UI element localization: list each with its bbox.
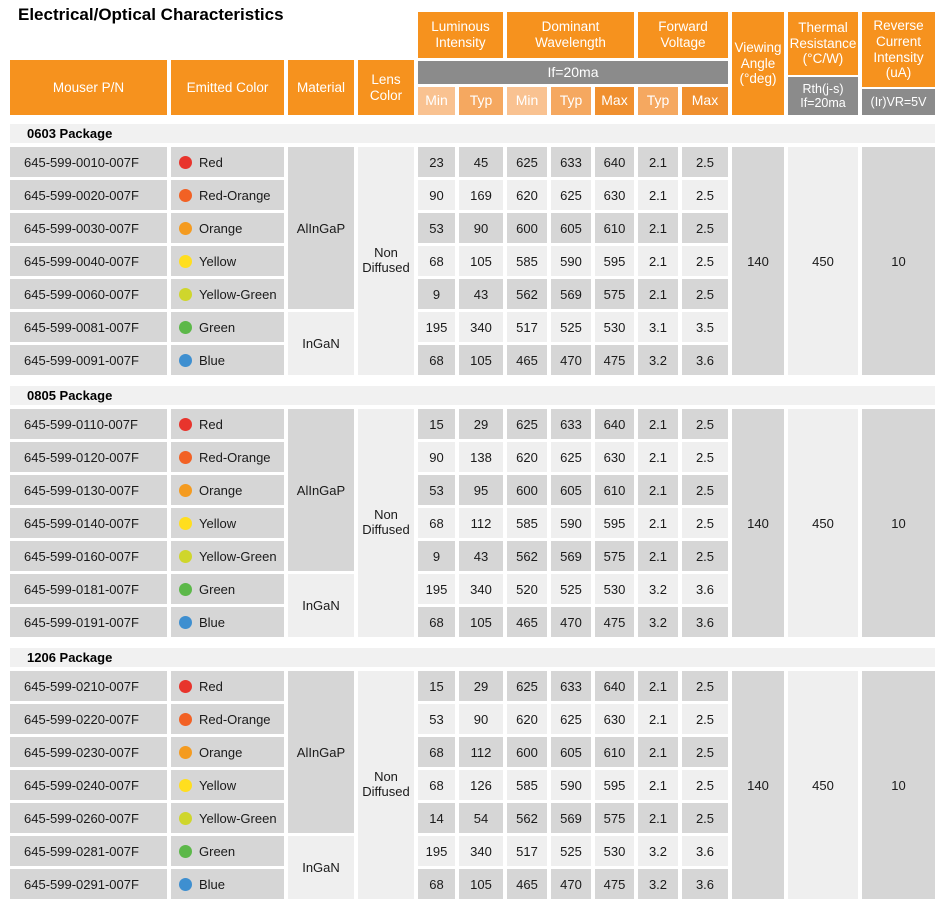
value-cell: 569 xyxy=(551,803,591,833)
value-cell: 2.1 xyxy=(638,279,678,309)
value-cell: 525 xyxy=(551,574,591,604)
value-cell: 605 xyxy=(551,213,591,243)
part-number-cell: 645-599-0010-007F xyxy=(10,147,167,177)
part-number-cell: 645-599-0181-007F xyxy=(10,574,167,604)
color-dot xyxy=(179,812,192,825)
value-cell: 3.2 xyxy=(638,836,678,866)
header-emitted-color: Emitted Color xyxy=(171,60,284,115)
header-reverse-condition: (Ir)VR=5V xyxy=(862,89,935,115)
emitted-color-label: Blue xyxy=(199,876,226,892)
value-cell: 2.5 xyxy=(682,147,728,177)
emitted-color-label: Green xyxy=(199,843,236,859)
color-dot xyxy=(179,713,192,726)
value-cell: 68 xyxy=(418,246,455,276)
table-header xyxy=(0,0,948,118)
value-cell: 90 xyxy=(418,180,455,210)
material-cell: InGaN xyxy=(288,574,354,637)
package-section-header: 1206 Package xyxy=(10,648,935,667)
value-cell: 195 xyxy=(418,836,455,866)
material-cell: InGaN xyxy=(288,312,354,375)
value-cell: 610 xyxy=(595,737,634,767)
emitted-color-cell xyxy=(171,737,284,767)
emitted-color-cell xyxy=(171,180,284,210)
value-cell: 53 xyxy=(418,475,455,505)
value-cell: 3.6 xyxy=(682,607,728,637)
value-cell: 575 xyxy=(595,279,634,309)
value-cell: 590 xyxy=(551,508,591,538)
column-header-min: Min xyxy=(507,87,547,115)
package-grid xyxy=(0,147,948,375)
color-dot xyxy=(179,779,192,792)
part-number-cell: 645-599-0020-007F xyxy=(10,180,167,210)
reverse-current-value: 10 xyxy=(862,147,935,375)
color-dot xyxy=(179,484,192,497)
part-number-cell: 645-599-0281-007F xyxy=(10,836,167,866)
color-dot xyxy=(179,354,192,367)
part-number-cell: 645-599-0060-007F xyxy=(10,279,167,309)
value-cell: 138 xyxy=(459,442,503,472)
part-number-cell: 645-599-0291-007F xyxy=(10,869,167,899)
value-cell: 2.5 xyxy=(682,442,728,472)
value-cell: 2.5 xyxy=(682,803,728,833)
emitted-color-label: Green xyxy=(199,581,236,597)
value-cell: 2.1 xyxy=(638,475,678,505)
value-cell: 465 xyxy=(507,345,547,375)
value-cell: 3.6 xyxy=(682,836,728,866)
column-header-typ: Typ xyxy=(551,87,591,115)
emitted-color-label: Red-Orange xyxy=(199,449,271,465)
emitted-color-cell xyxy=(171,345,284,375)
color-dot xyxy=(179,288,192,301)
color-dot xyxy=(179,878,192,891)
value-cell: 562 xyxy=(507,279,547,309)
header-dominant-wavelength: Dominant Wavelength xyxy=(507,12,634,58)
value-cell: 610 xyxy=(595,475,634,505)
value-cell: 3.5 xyxy=(682,312,728,342)
emitted-color-cell xyxy=(171,574,284,604)
header-lens-color: Lens Color xyxy=(358,60,414,115)
emitted-color-cell xyxy=(171,803,284,833)
emitted-color-label: Yellow xyxy=(199,253,237,269)
value-cell: 2.5 xyxy=(682,475,728,505)
color-dot xyxy=(179,418,192,431)
value-cell: 15 xyxy=(418,671,455,701)
package-section xyxy=(0,648,948,899)
reverse-current-value: 10 xyxy=(862,409,935,637)
column-header-max: Max xyxy=(682,87,728,115)
value-cell: 112 xyxy=(459,508,503,538)
value-cell: 2.1 xyxy=(638,704,678,734)
page-title: Electrical/Optical Characteristics xyxy=(18,5,284,24)
emitted-color-label: Yellow-Green xyxy=(199,286,277,302)
value-cell: 633 xyxy=(551,671,591,701)
header-material: Material xyxy=(288,60,354,115)
value-cell: 630 xyxy=(595,180,634,210)
value-cell: 2.1 xyxy=(638,147,678,177)
part-number-cell: 645-599-0110-007F xyxy=(10,409,167,439)
color-dot xyxy=(179,550,192,563)
color-dot xyxy=(179,746,192,759)
color-dot xyxy=(179,451,192,464)
value-cell: 105 xyxy=(459,345,503,375)
emitted-color-cell xyxy=(171,671,284,701)
part-number-cell: 645-599-0230-007F xyxy=(10,737,167,767)
value-cell: 2.5 xyxy=(682,409,728,439)
part-number-cell: 645-599-0240-007F xyxy=(10,770,167,800)
value-cell: 2.5 xyxy=(682,704,728,734)
value-cell: 595 xyxy=(595,508,634,538)
value-cell: 90 xyxy=(418,442,455,472)
value-cell: 2.5 xyxy=(682,246,728,276)
value-cell: 465 xyxy=(507,869,547,899)
value-cell: 68 xyxy=(418,869,455,899)
value-cell: 600 xyxy=(507,213,547,243)
value-cell: 105 xyxy=(459,246,503,276)
emitted-color-cell xyxy=(171,475,284,505)
color-dot xyxy=(179,845,192,858)
value-cell: 625 xyxy=(551,180,591,210)
value-cell: 43 xyxy=(459,541,503,571)
value-cell: 126 xyxy=(459,770,503,800)
value-cell: 575 xyxy=(595,803,634,833)
header-thermal-condition: Rth(j-s) If=20ma xyxy=(788,77,858,115)
value-cell: 2.1 xyxy=(638,803,678,833)
value-cell: 43 xyxy=(459,279,503,309)
emitted-color-label: Yellow-Green xyxy=(199,548,277,564)
emitted-color-cell xyxy=(171,279,284,309)
value-cell: 95 xyxy=(459,475,503,505)
part-number-cell: 645-599-0130-007F xyxy=(10,475,167,505)
value-cell: 29 xyxy=(459,671,503,701)
value-cell: 90 xyxy=(459,213,503,243)
header-mouser-pn: Mouser P/N xyxy=(10,60,167,115)
emitted-color-cell xyxy=(171,213,284,243)
emitted-color-label: Orange xyxy=(199,220,243,236)
value-cell: 475 xyxy=(595,869,634,899)
emitted-color-label: Blue xyxy=(199,614,226,630)
value-cell: 105 xyxy=(459,869,503,899)
value-cell: 29 xyxy=(459,409,503,439)
part-number-cell: 645-599-0210-007F xyxy=(10,671,167,701)
color-dot xyxy=(179,321,192,334)
emitted-color-label: Orange xyxy=(199,482,243,498)
value-cell: 530 xyxy=(595,312,634,342)
value-cell: 470 xyxy=(551,345,591,375)
value-cell: 105 xyxy=(459,607,503,637)
emitted-color-label: Orange xyxy=(199,744,243,760)
value-cell: 585 xyxy=(507,770,547,800)
value-cell: 630 xyxy=(595,442,634,472)
value-cell: 625 xyxy=(507,147,547,177)
package-grid xyxy=(0,671,948,899)
emitted-color-cell xyxy=(171,508,284,538)
value-cell: 595 xyxy=(595,246,634,276)
material-cell: AlInGaP xyxy=(288,409,354,571)
value-cell: 605 xyxy=(551,737,591,767)
value-cell: 195 xyxy=(418,312,455,342)
part-number-cell: 645-599-0260-007F xyxy=(10,803,167,833)
emitted-color-cell xyxy=(171,770,284,800)
emitted-color-label: Yellow xyxy=(199,515,237,531)
header-viewing-angle: Viewing Angle (°deg) xyxy=(732,12,784,115)
value-cell: 2.5 xyxy=(682,508,728,538)
value-cell: 3.2 xyxy=(638,574,678,604)
value-cell: 3.6 xyxy=(682,869,728,899)
value-cell: 630 xyxy=(595,704,634,734)
color-dot xyxy=(179,616,192,629)
value-cell: 68 xyxy=(418,770,455,800)
emitted-color-cell xyxy=(171,312,284,342)
value-cell: 470 xyxy=(551,607,591,637)
value-cell: 112 xyxy=(459,737,503,767)
part-number-cell: 645-599-0220-007F xyxy=(10,704,167,734)
value-cell: 169 xyxy=(459,180,503,210)
header-thermal-resistance: Thermal Resistance (°C/W) xyxy=(788,12,858,75)
reverse-current-value: 10 xyxy=(862,671,935,899)
value-cell: 465 xyxy=(507,607,547,637)
value-cell: 620 xyxy=(507,180,547,210)
color-dot xyxy=(179,189,192,202)
value-cell: 470 xyxy=(551,869,591,899)
value-cell: 68 xyxy=(418,607,455,637)
thermal-resistance-value: 450 xyxy=(788,147,858,375)
value-cell: 2.5 xyxy=(682,279,728,309)
value-cell: 15 xyxy=(418,409,455,439)
value-cell: 195 xyxy=(418,574,455,604)
value-cell: 525 xyxy=(551,312,591,342)
value-cell: 625 xyxy=(507,409,547,439)
emitted-color-label: Red xyxy=(199,154,223,170)
emitted-color-label: Blue xyxy=(199,352,226,368)
value-cell: 625 xyxy=(551,442,591,472)
emitted-color-label: Red xyxy=(199,416,223,432)
emitted-color-cell xyxy=(171,704,284,734)
part-number-cell: 645-599-0040-007F xyxy=(10,246,167,276)
value-cell: 600 xyxy=(507,475,547,505)
value-cell: 23 xyxy=(418,147,455,177)
color-dot xyxy=(179,583,192,596)
value-cell: 475 xyxy=(595,345,634,375)
value-cell: 569 xyxy=(551,279,591,309)
emitted-color-cell xyxy=(171,541,284,571)
emitted-color-label: Red-Orange xyxy=(199,711,271,727)
emitted-color-cell xyxy=(171,442,284,472)
value-cell: 2.5 xyxy=(682,671,728,701)
value-cell: 2.1 xyxy=(638,213,678,243)
table-body xyxy=(0,124,948,899)
value-cell: 68 xyxy=(418,508,455,538)
value-cell: 562 xyxy=(507,541,547,571)
column-header-typ: Typ xyxy=(638,87,678,115)
viewing-angle-value: 140 xyxy=(732,671,784,899)
value-cell: 590 xyxy=(551,246,591,276)
emitted-color-cell xyxy=(171,607,284,637)
material-cell: InGaN xyxy=(288,836,354,899)
package-section xyxy=(0,386,948,637)
value-cell: 9 xyxy=(418,541,455,571)
value-cell: 45 xyxy=(459,147,503,177)
value-cell: 517 xyxy=(507,312,547,342)
color-dot xyxy=(179,255,192,268)
color-dot xyxy=(179,680,192,693)
value-cell: 2.1 xyxy=(638,508,678,538)
viewing-angle-value: 140 xyxy=(732,147,784,375)
value-cell: 340 xyxy=(459,312,503,342)
package-grid xyxy=(0,409,948,637)
value-cell: 640 xyxy=(595,409,634,439)
value-cell: 2.1 xyxy=(638,541,678,571)
part-number-cell: 645-599-0191-007F xyxy=(10,607,167,637)
value-cell: 2.1 xyxy=(638,246,678,276)
value-cell: 68 xyxy=(418,737,455,767)
value-cell: 569 xyxy=(551,541,591,571)
lens-color-cell: Non Diffused xyxy=(358,409,414,637)
value-cell: 340 xyxy=(459,836,503,866)
value-cell: 2.1 xyxy=(638,737,678,767)
header-reverse-current: Reverse Current Intensity (uA) xyxy=(862,12,935,87)
value-cell: 520 xyxy=(507,574,547,604)
value-cell: 2.5 xyxy=(682,541,728,571)
value-cell: 585 xyxy=(507,508,547,538)
value-cell: 620 xyxy=(507,442,547,472)
material-cell: AlInGaP xyxy=(288,671,354,833)
value-cell: 2.5 xyxy=(682,213,728,243)
value-cell: 525 xyxy=(551,836,591,866)
value-cell: 600 xyxy=(507,737,547,767)
part-number-cell: 645-599-0091-007F xyxy=(10,345,167,375)
emitted-color-cell xyxy=(171,147,284,177)
viewing-angle-value: 140 xyxy=(732,409,784,637)
thermal-resistance-value: 450 xyxy=(788,409,858,637)
emitted-color-cell xyxy=(171,409,284,439)
part-number-cell: 645-599-0160-007F xyxy=(10,541,167,571)
lens-color-cell: Non Diffused xyxy=(358,147,414,375)
value-cell: 3.2 xyxy=(638,345,678,375)
value-cell: 633 xyxy=(551,409,591,439)
value-cell: 590 xyxy=(551,770,591,800)
value-cell: 640 xyxy=(595,147,634,177)
thermal-resistance-value: 450 xyxy=(788,671,858,899)
value-cell: 2.1 xyxy=(638,770,678,800)
value-cell: 585 xyxy=(507,246,547,276)
value-cell: 3.6 xyxy=(682,574,728,604)
material-cell: AlInGaP xyxy=(288,147,354,309)
column-header-min: Min xyxy=(418,87,455,115)
value-cell: 605 xyxy=(551,475,591,505)
emitted-color-cell xyxy=(171,836,284,866)
value-cell: 625 xyxy=(551,704,591,734)
emitted-color-cell xyxy=(171,869,284,899)
color-dot xyxy=(179,222,192,235)
package-section-header: 0603 Package xyxy=(10,124,935,143)
emitted-color-cell xyxy=(171,246,284,276)
part-number-cell: 645-599-0081-007F xyxy=(10,312,167,342)
if-condition-bar: If=20ma xyxy=(418,61,728,84)
emitted-color-label: Yellow-Green xyxy=(199,810,277,826)
value-cell: 595 xyxy=(595,770,634,800)
part-number-cell: 645-599-0120-007F xyxy=(10,442,167,472)
value-cell: 53 xyxy=(418,213,455,243)
value-cell: 2.5 xyxy=(682,737,728,767)
emitted-color-label: Red-Orange xyxy=(199,187,271,203)
value-cell: 2.5 xyxy=(682,770,728,800)
column-header-max: Max xyxy=(595,87,634,115)
value-cell: 530 xyxy=(595,574,634,604)
value-cell: 620 xyxy=(507,704,547,734)
value-cell: 2.1 xyxy=(638,180,678,210)
emitted-color-label: Green xyxy=(199,319,236,335)
header-forward-voltage: Forward Voltage xyxy=(638,12,728,58)
value-cell: 2.5 xyxy=(682,180,728,210)
value-cell: 3.2 xyxy=(638,869,678,899)
value-cell: 3.2 xyxy=(638,607,678,637)
value-cell: 2.1 xyxy=(638,671,678,701)
value-cell: 2.1 xyxy=(638,409,678,439)
value-cell: 475 xyxy=(595,607,634,637)
value-cell: 68 xyxy=(418,345,455,375)
value-cell: 14 xyxy=(418,803,455,833)
value-cell: 625 xyxy=(507,671,547,701)
part-number-cell: 645-599-0140-007F xyxy=(10,508,167,538)
emitted-color-label: Yellow xyxy=(199,777,237,793)
value-cell: 610 xyxy=(595,213,634,243)
value-cell: 340 xyxy=(459,574,503,604)
package-section-header: 0805 Package xyxy=(10,386,935,405)
value-cell: 53 xyxy=(418,704,455,734)
emitted-color-label: Red xyxy=(199,678,223,694)
header-luminous-intensity: Luminous Intensity xyxy=(418,12,503,58)
value-cell: 3.1 xyxy=(638,312,678,342)
value-cell: 517 xyxy=(507,836,547,866)
value-cell: 2.1 xyxy=(638,442,678,472)
value-cell: 640 xyxy=(595,671,634,701)
value-cell: 54 xyxy=(459,803,503,833)
value-cell: 633 xyxy=(551,147,591,177)
color-dot xyxy=(179,517,192,530)
value-cell: 562 xyxy=(507,803,547,833)
value-cell: 90 xyxy=(459,704,503,734)
column-header-typ: Typ xyxy=(459,87,503,115)
color-dot xyxy=(179,156,192,169)
part-number-cell: 645-599-0030-007F xyxy=(10,213,167,243)
value-cell: 3.6 xyxy=(682,345,728,375)
package-section xyxy=(0,124,948,375)
lens-color-cell: Non Diffused xyxy=(358,671,414,899)
value-cell: 575 xyxy=(595,541,634,571)
value-cell: 530 xyxy=(595,836,634,866)
value-cell: 9 xyxy=(418,279,455,309)
